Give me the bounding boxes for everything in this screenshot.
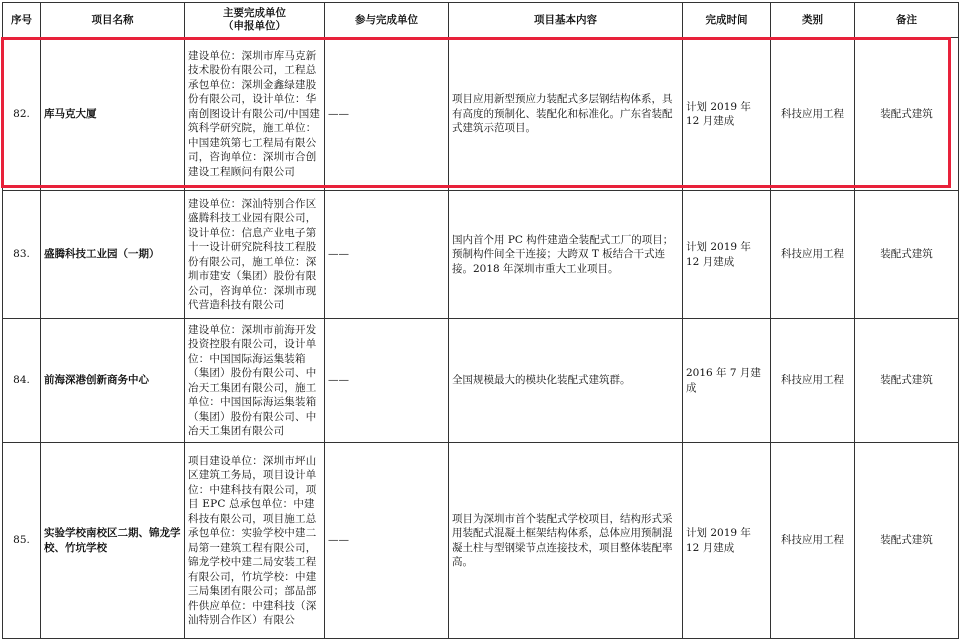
row-main-unit: 建设单位：深圳市库马克新技术股份有限公司，工程总承包单位：深圳金鑫绿建股份有限公司，设计单位：华南创图设计有限公司/中国建筑科学研究院，施工单位：中国建筑第七工程局有限公司，咨询单位：深圳市合创建设工程顾问有限公司 (185, 38, 325, 191)
header-note: 备注 (855, 3, 959, 38)
project-table (2, 2, 959, 639)
row-category: 科技应用工程 (771, 443, 855, 639)
row-project-name: 前海深港创新商务中心 (41, 319, 185, 443)
row-category: 科技应用工程 (771, 38, 855, 191)
row-content: 国内首个用 PC 构件建造全装配式工厂的项目；预制构件间全干连接；大跨双 T 板结合干式连接。2018 年深圳市重大工业项目。 (449, 191, 683, 319)
header-name: 项目名称 (41, 3, 185, 38)
row-seq: 85. (3, 443, 41, 639)
header-main-unit-line2: （申报单位） (223, 20, 286, 32)
row-partner: —— (325, 319, 449, 443)
row-category: 科技应用工程 (771, 319, 855, 443)
header-time: 完成时间 (683, 3, 771, 38)
header-main-unit-line1: 主要完成单位 (223, 7, 286, 19)
header-seq: 序号 (3, 3, 41, 38)
row-category: 科技应用工程 (771, 191, 855, 319)
table-row (3, 443, 959, 639)
table-row (3, 191, 959, 319)
row-project-name: 库马克大厦 (41, 38, 185, 191)
row-note: 装配式建筑 (855, 191, 959, 319)
row-seq: 83. (3, 191, 41, 319)
row-main-unit: 建设单位：深圳市前海开发投资控股有限公司，设计单位：中国国际海运集装箱（集团）股份有限公司、中冶天工集团有限公司，施工单位：中国国际海运集装箱（集团）股份有限公司、中冶天工集团有限公司 (185, 319, 325, 443)
table-header-row (3, 3, 959, 38)
row-partner: —— (325, 443, 449, 639)
row-partner: —— (325, 191, 449, 319)
row-content: 项目为深圳市首个装配式学校项目，结构形式采用装配式混凝土框架结构体系，总体应用预制混凝土柱与型钢梁节点连接技术，项目整体装配率高。 (449, 443, 683, 639)
row-content: 全国规模最大的模块化装配式建筑群。 (449, 319, 683, 443)
row-partner: —— (325, 38, 449, 191)
row-time: 计划 2019 年 12 月建成 (683, 38, 771, 191)
header-partner: 参与完成单位 (325, 3, 449, 38)
row-note: 装配式建筑 (855, 319, 959, 443)
header-content: 项目基本内容 (449, 3, 683, 38)
row-note: 装配式建筑 (855, 38, 959, 191)
row-time: 2016 年 7 月建成 (683, 319, 771, 443)
row-seq: 82. (3, 38, 41, 191)
header-category: 类别 (771, 3, 855, 38)
row-note: 装配式建筑 (855, 443, 959, 639)
row-time: 计划 2019 年 12 月建成 (683, 191, 771, 319)
row-content: 项目应用新型预应力装配式多层钢结构体系，具有高度的预制化、装配化和标准化。广东省装配式建筑示范项目。 (449, 38, 683, 191)
row-seq: 84. (3, 319, 41, 443)
row-time: 计划 2019 年 12 月建成 (683, 443, 771, 639)
row-project-name: 实验学校南校区二期、锦龙学校、竹坑学校 (41, 443, 185, 639)
table-row (3, 319, 959, 443)
header-main-unit (185, 3, 325, 38)
row-project-name: 盛腾科技工业园（一期） (41, 191, 185, 319)
row-main-unit: 项目建设单位：深圳市坪山区建筑工务局，项目设计单位：中建科技有限公司，项目 EPC 总承包单位：中建科技有限公司，项目施工总承包单位：实验学校中建二局第一建筑工程有限公司，锦龙学校中建二局安装工程有限公司，竹坑学校：中建三局集团有限公司；部品部件供应单位：中建科技（深汕特别合作区）有限公 (185, 443, 325, 639)
row-main-unit: 建设单位：深汕特别合作区盛腾科技工业园有限公司，设计单位：信息产业电子第十一设计研究院科技工程股份有限公司，施工单位：深圳市建安（集团）股份有限公司，咨询单位：深圳市现代营造科技有限公司 (185, 191, 325, 319)
table-row (3, 38, 959, 191)
